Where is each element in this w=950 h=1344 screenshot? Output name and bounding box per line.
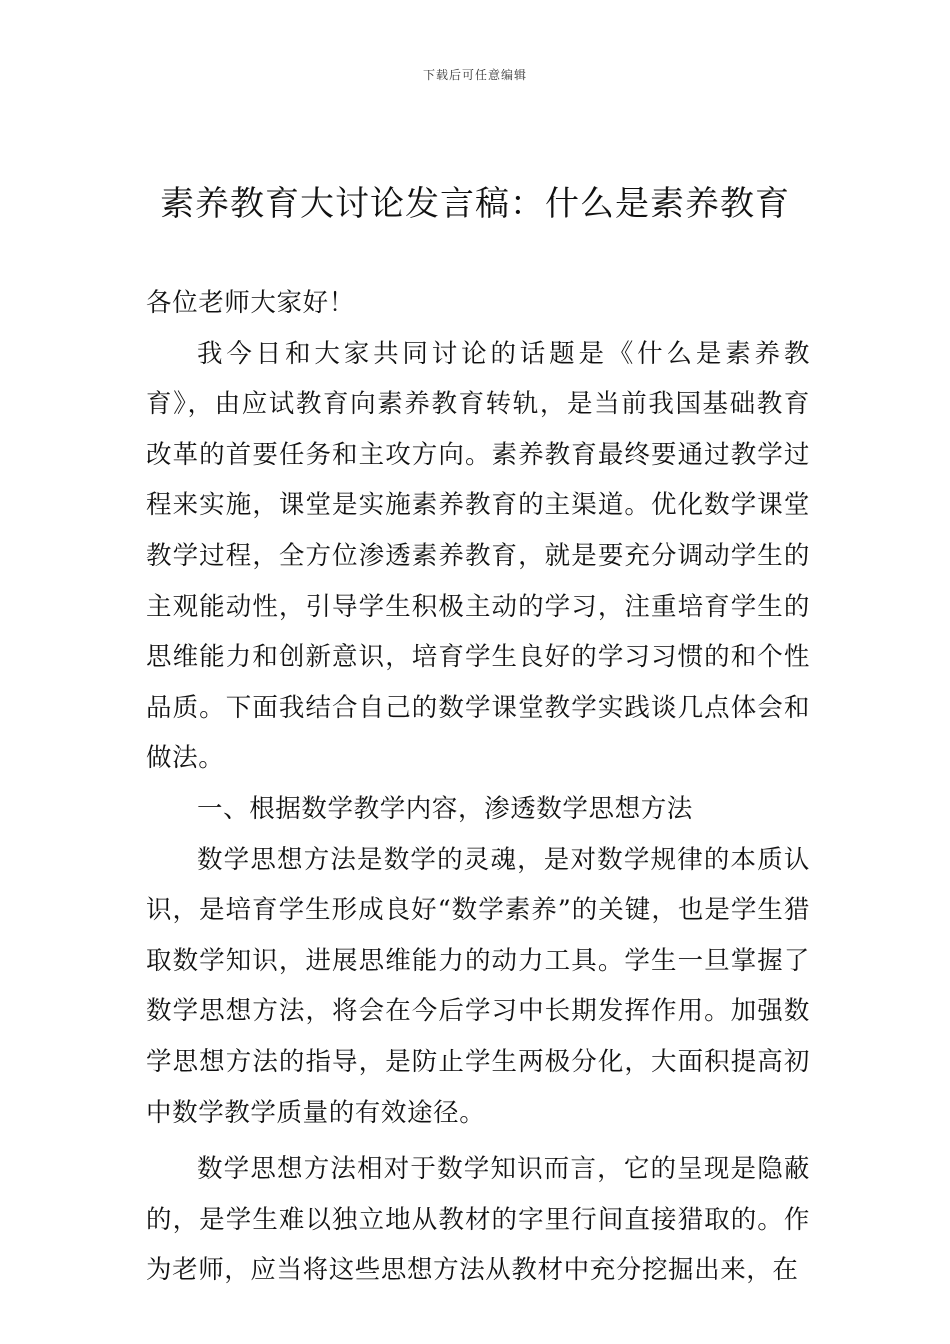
paragraph-math-thinking: 数学思想方法是数学的灵魂，是对数学规律的本质认识，是培育学生形成良好“数学素养”的关键，也是学生猎取数学知识，进展思维能力的动力工具。学生一旦掌握了数学思想方法，将会在今后学习中长期发挥作用。加强数学思想方法的指导，是防止学生两极分化，大面积提高初中数学教学质量的有效途径。: [146, 844, 810, 1128]
document-title: 素养教育大讨论发言稿：什么是素养教育: [160, 184, 790, 224]
paragraph-intro: 我今日和大家共同讨论的话题是《什么是素养教育》，由应试教育向素养教育转轨，是当前我国基础教育改革的首要任务和主攻方向。素养教育最终要通过教学过程来实施，课堂是实施素养教育的主渠道。优化数学课堂教学过程，全方位渗透素养教育，就是要充分调动学生的主观能动性，引导学生积极主动的学习，注重培育学生的思维能力和创新意识，培育学生良好的学习习惯的和个性品质。下面我结合自己的数学课堂教学实践谈几点体会和做法。: [146, 338, 810, 774]
document-body: [146, 278, 810, 1296]
paragraph-hidden-methods: 数学思想方法相对于数学知识而言，它的呈现是隐蔽的，是学生难以独立地从教材的字里行间直接猎取的。作为老师，应当将这些思想方法从教材中充分挖掘出来，在: [146, 1154, 810, 1286]
greeting: 各位老师大家好！: [146, 288, 355, 318]
header-note: 下载后可任意编辑: [422, 68, 527, 82]
section-heading-1: 一、根据数学教学内容，渗透数学思想方法: [197, 793, 693, 824]
